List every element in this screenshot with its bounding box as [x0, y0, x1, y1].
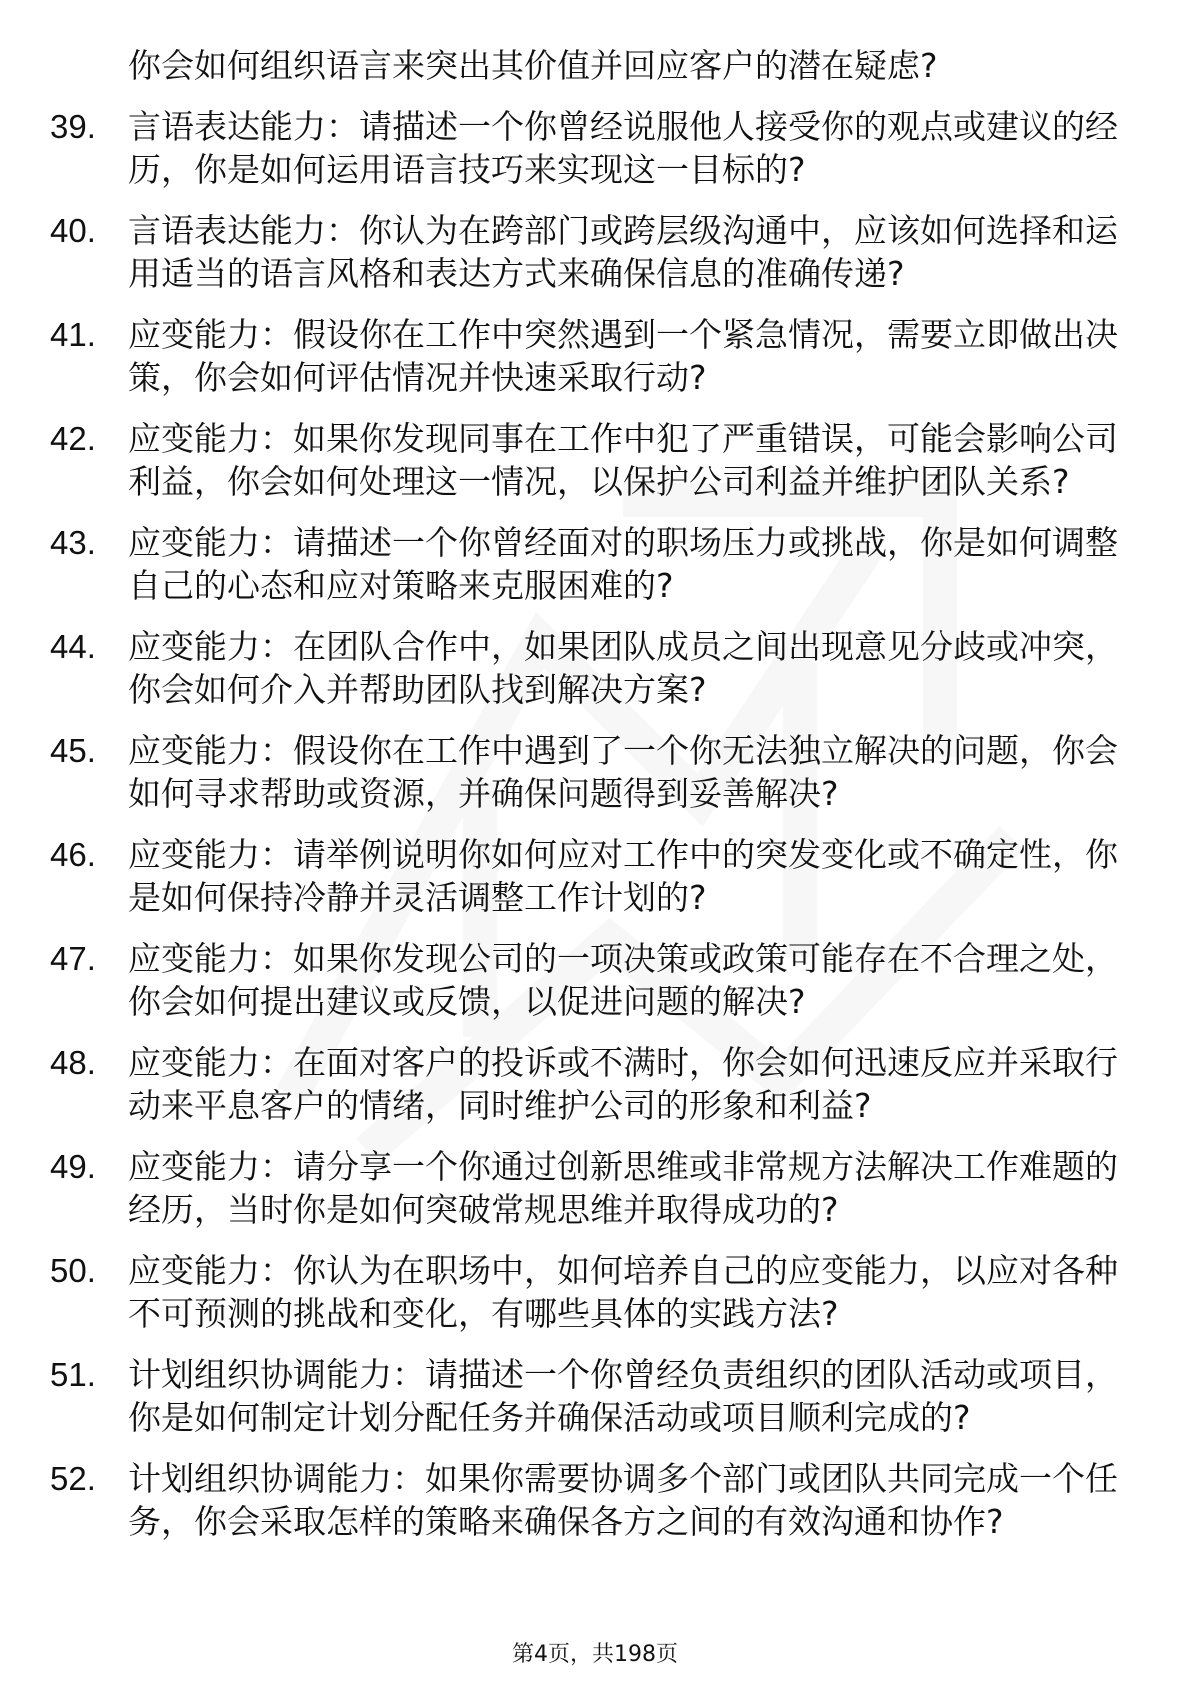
question-item-40	[50, 209, 1130, 295]
question-item-47	[50, 937, 1130, 1023]
page-number-footer: 第4页，共198页	[512, 1642, 678, 1667]
question-item-50	[50, 1249, 1130, 1335]
question-number: 43.	[50, 524, 96, 561]
question-item-41	[50, 313, 1130, 399]
question-text: 言语表达能力：你认为在跨部门或跨层级沟通中，应该如何选择和运用适当的语言风格和表达方式来确保信息的准确传递?	[128, 211, 1118, 293]
question-text: 应变能力：请描述一个你曾经面对的职场压力或挑战，你是如何调整自己的心态和应对策略来克服困难的?	[128, 523, 1118, 605]
question-text: 计划组织协调能力：如果你需要协调多个部门或团队共同完成一个任务，你会采取怎样的策略来确保各方之间的有效沟通和协作?	[128, 1459, 1118, 1541]
question-list	[50, 44, 1130, 1561]
question-number: 39.	[50, 108, 96, 145]
question-text: 言语表达能力：请描述一个你曾经说服他人接受你的观点或建议的经历，你是如何运用语言技巧来实现这一目标的?	[128, 107, 1118, 189]
question-item-42	[50, 417, 1130, 503]
question-text: 应变能力：在团队合作中，如果团队成员之间出现意见分歧或冲突，你会如何介入并帮助团队找到解决方案?	[128, 627, 1118, 709]
question-text: 应变能力：你认为在职场中，如何培养自己的应变能力，以应对各种不可预测的挑战和变化，有哪些具体的实践方法?	[128, 1251, 1118, 1333]
question-number: 50.	[50, 1252, 96, 1289]
question-number: 46.	[50, 836, 96, 873]
question-item-45	[50, 729, 1130, 815]
question-number: 47.	[50, 940, 96, 977]
question-item-46	[50, 833, 1130, 919]
question-text: 应变能力：如果你发现公司的一项决策或政策可能存在不合理之处，你会如何提出建议或反馈，以促进问题的解决?	[128, 939, 1118, 1021]
question-number: 42.	[50, 420, 96, 457]
question-item-48	[50, 1041, 1130, 1127]
question-item-51	[50, 1353, 1130, 1439]
question-number: 45.	[50, 732, 96, 769]
question-number: 52.	[50, 1460, 96, 1497]
question-number: 49.	[50, 1148, 96, 1185]
question-text: 计划组织协调能力：请描述一个你曾经负责组织的团队活动或项目，你是如何制定计划分配任务并确保活动或项目顺利完成的?	[128, 1355, 1118, 1437]
question-item-39	[50, 105, 1130, 191]
question-number: 40.	[50, 212, 96, 249]
question-item-49	[50, 1145, 1130, 1231]
question-text: 应变能力：请举例说明你如何应对工作中的突发变化或不确定性，你是如何保持冷静并灵活调整工作计划的?	[128, 835, 1118, 917]
question-item-43	[50, 521, 1130, 607]
question-text: 应变能力：在面对客户的投诉或不满时，你会如何迅速反应并采取行动来平息客户的情绪，同时维护公司的形象和利益?	[128, 1043, 1118, 1125]
question-text: 应变能力：假设你在工作中遇到了一个你无法独立解决的问题，你会如何寻求帮助或资源，并确保问题得到妥善解决?	[128, 731, 1118, 813]
question-text: 应变能力：请分享一个你通过创新思维或非常规方法解决工作难题的经历，当时你是如何突破常规思维并取得成功的?	[128, 1147, 1118, 1229]
question-number: 48.	[50, 1044, 96, 1081]
question-text: 应变能力：假设你在工作中突然遇到一个紧急情况，需要立即做出决策，你会如何评估情况并快速采取行动?	[128, 315, 1118, 397]
continuation-text: 你会如何组织语言来突出其价值并回应客户的潜在疑虑?	[128, 46, 938, 85]
question-number: 41.	[50, 316, 96, 353]
question-item-44	[50, 625, 1130, 711]
question-item-52	[50, 1457, 1130, 1543]
question-text: 应变能力：如果你发现同事在工作中犯了严重错误，可能会影响公司利益，你会如何处理这一情况，以保护公司利益并维护团队关系?	[128, 419, 1118, 501]
question-number: 51.	[50, 1356, 96, 1393]
question-number: 44.	[50, 628, 96, 665]
